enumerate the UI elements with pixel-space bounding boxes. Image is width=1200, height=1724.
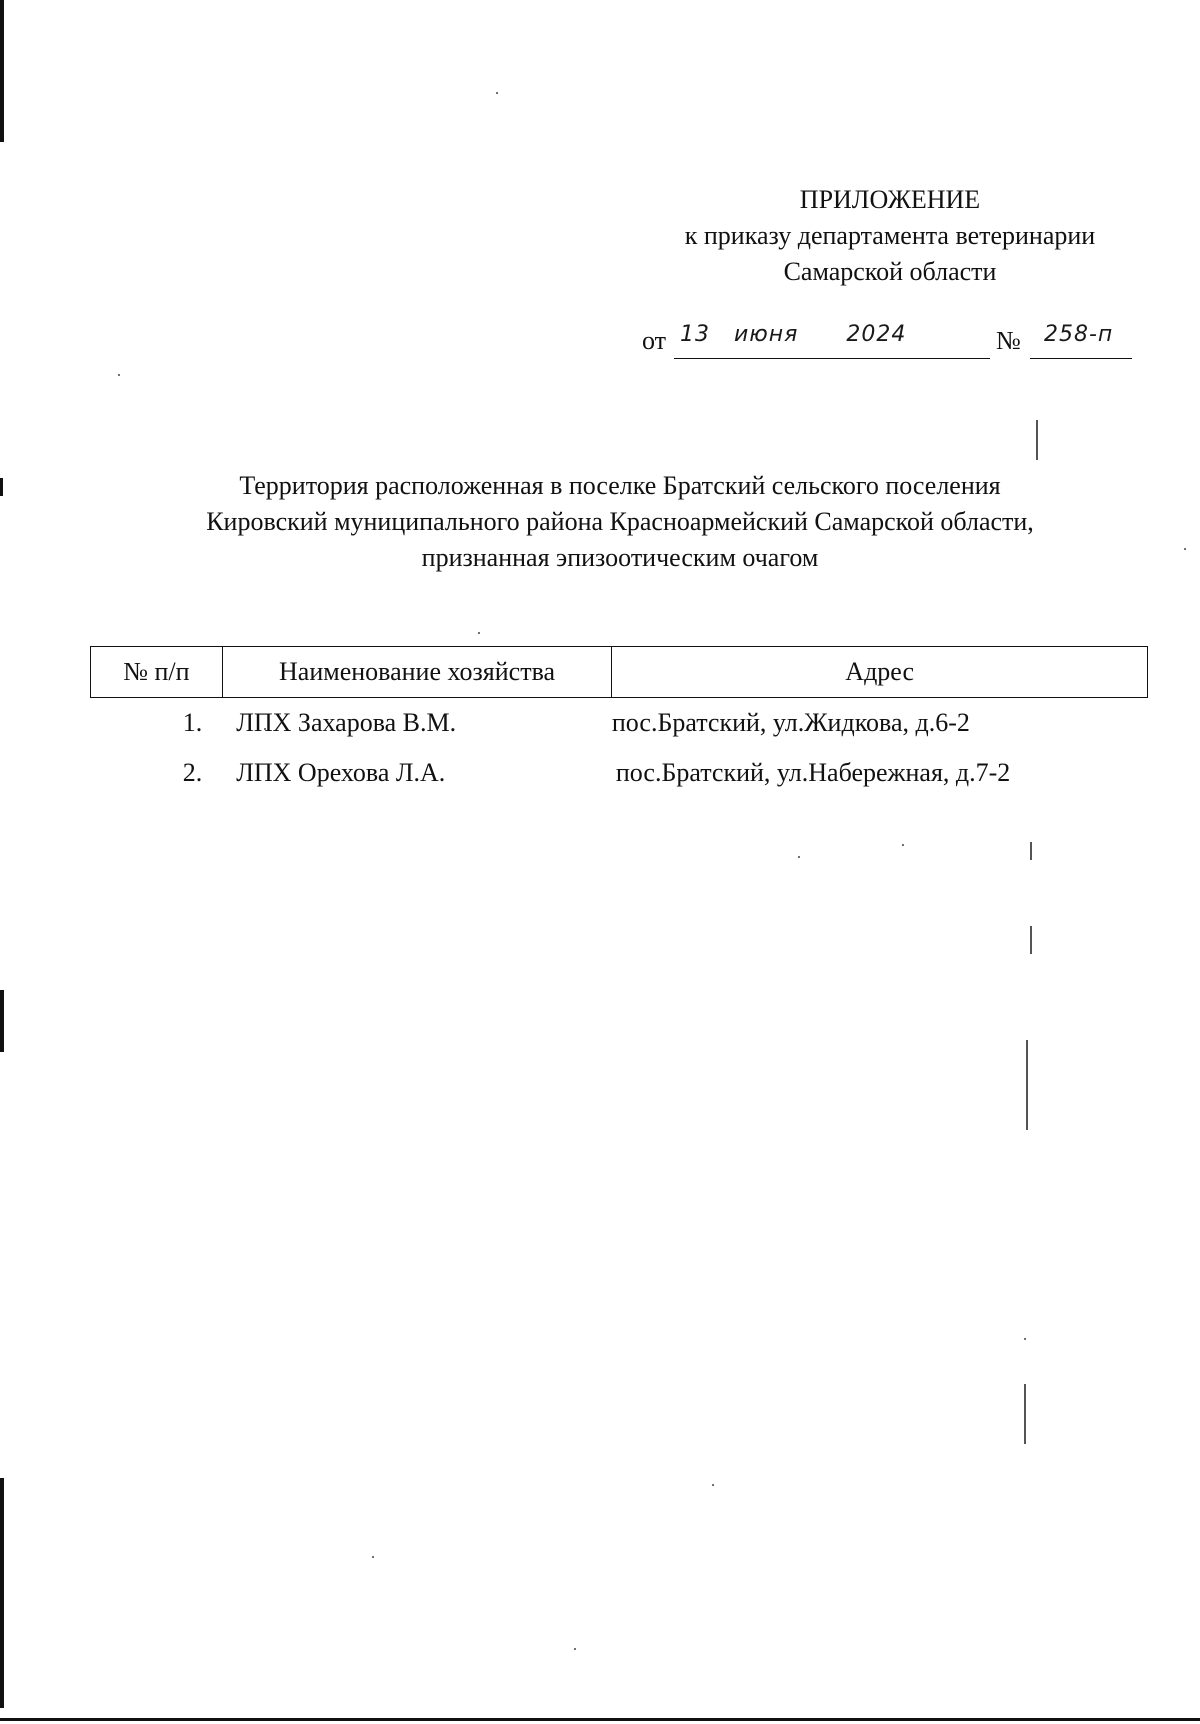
scan-dot	[712, 1484, 714, 1486]
scan-dot	[574, 1648, 576, 1650]
order-date-number-line	[640, 322, 1140, 362]
scan-edge-line-bottom	[0, 1718, 1200, 1721]
appendix-order-reference: к приказу департамента ветеринарии	[684, 221, 1096, 250]
scan-stray-line-1	[1036, 420, 1038, 460]
scan-dot	[1024, 1338, 1026, 1340]
scan-edge-mark-top	[0, 0, 4, 142]
row-address: пос.Братский, ул.Жидкова, д.6-2	[611, 708, 970, 737]
scan-edge-mark-mid	[0, 478, 3, 496]
row-farm-name: ЛПХ Орехова Л.А.	[236, 758, 446, 787]
document-title	[120, 468, 1120, 576]
table-row	[91, 748, 1148, 798]
number-prefix: №	[996, 326, 1021, 355]
scan-dot	[118, 374, 120, 376]
row-address: пос.Братский, ул.Набережная, д.7-2	[615, 758, 1011, 787]
title-line-3: признанная эпизоотическим очагом	[421, 543, 819, 572]
scan-edge-mark-bottom-left	[0, 1478, 4, 1708]
row-number: 2.	[182, 758, 203, 787]
number-underline	[1030, 358, 1132, 359]
header-number: № п/п	[91, 647, 223, 698]
appendix-heading: ПРИЛОЖЕНИЕ	[799, 185, 981, 214]
approval-block	[640, 182, 1140, 290]
handwritten-order-number: 258-п	[1044, 322, 1114, 347]
table-header-row	[91, 647, 1148, 698]
header-farm-name: Наименование хозяйства	[222, 647, 612, 698]
header-address: Адрес	[612, 647, 1148, 698]
scan-dot	[798, 856, 800, 858]
title-line-2: Кировский муниципального района Красноармейский Самарской области,	[206, 507, 1034, 536]
scan-dot	[478, 632, 480, 634]
scan-stray-line-3	[1030, 926, 1032, 954]
title-line-1: Территория расположенная в поселке Братский сельского поселения	[239, 471, 1001, 500]
row-farm-name: ЛПХ Захарова В.М.	[236, 708, 457, 737]
scan-dot	[372, 1556, 374, 1558]
scan-stray-line-2	[1030, 842, 1032, 860]
scan-edge-mark-lower	[0, 990, 4, 1052]
table-row	[91, 698, 1148, 749]
scan-dot	[1184, 548, 1186, 550]
scan-dot	[902, 844, 904, 846]
scan-dot	[496, 92, 498, 94]
handwritten-date: 13 июня 2024	[680, 322, 907, 347]
date-underline	[674, 358, 990, 359]
scan-stray-line-5	[1024, 1384, 1026, 1444]
appendix-region: Самарской области	[783, 257, 997, 286]
date-prefix: от	[642, 326, 667, 355]
farms-table	[90, 646, 1148, 798]
row-number: 1.	[182, 708, 203, 737]
scan-stray-line-4	[1026, 1040, 1028, 1130]
